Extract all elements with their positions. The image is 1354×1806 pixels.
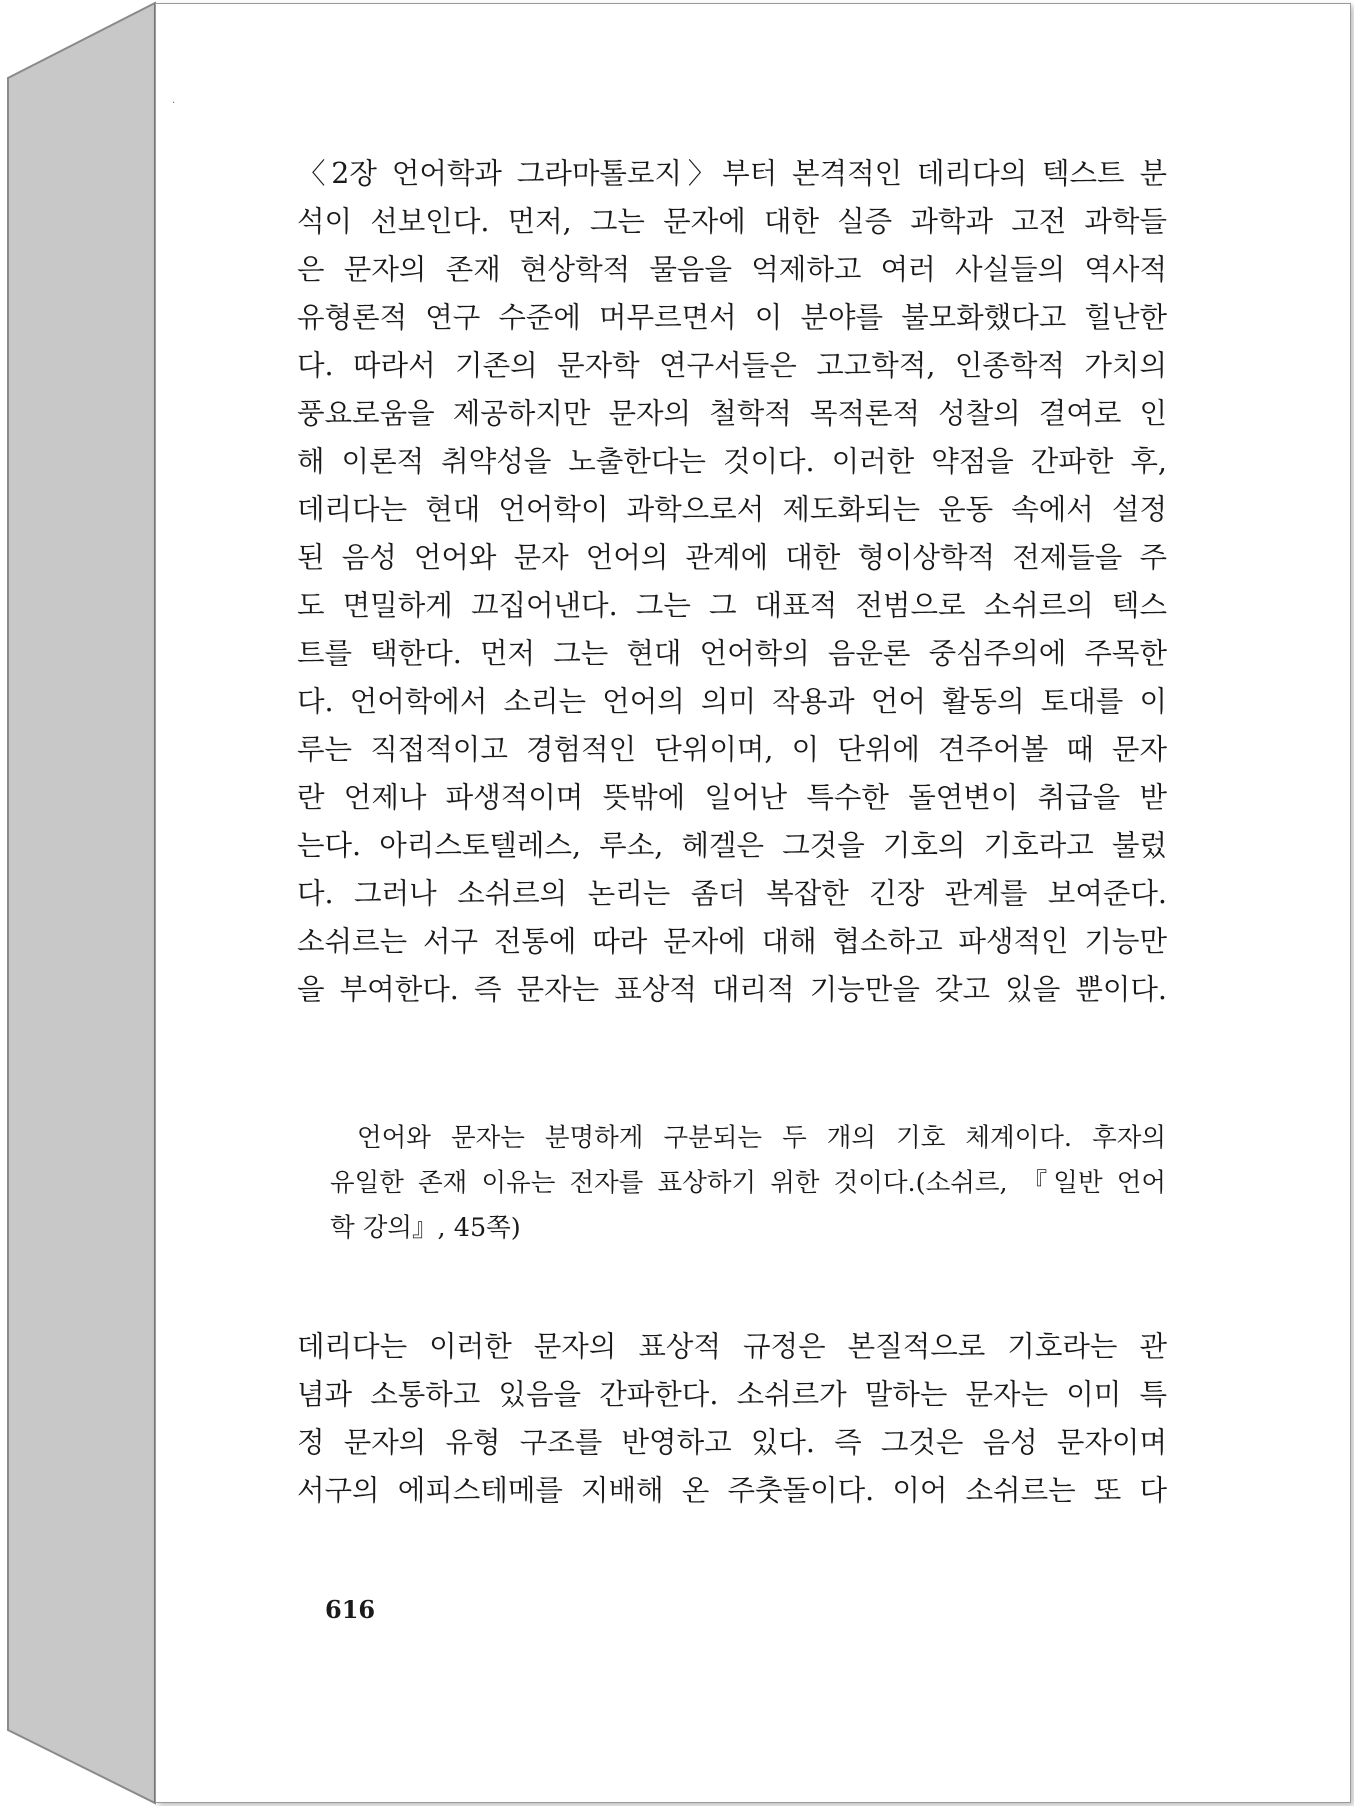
quote-line: 언어와 문자는 분명하게 구분되는 두 개의 기호 체계이다. 후자의 <box>357 1123 1166 1153</box>
text-line: 데리다는 현대 언어학이 과학으로서 제도화되는 운동 속에서 설정 <box>297 493 1167 526</box>
text-line: 는다. 아리스토텔레스, 루소, 헤겔은 그것을 기호의 기호라고 불렀 <box>297 829 1167 862</box>
text-line: 석이 선보인다. 먼저, 그는 문자에 대한 실증 과학과 고전 과학들 <box>297 205 1167 238</box>
text-line: 을 부여한다. 즉 문자는 표상적 대리적 기능만을 갖고 있을 뿐이다. <box>297 973 1167 1006</box>
quote-line: 학 강의』, 45쪽) <box>330 1213 521 1243</box>
page-number: 616 <box>325 1595 376 1624</box>
text-line: 념과 소통하고 있음을 간파한다. 소쉬르가 말하는 문자는 이미 특 <box>297 1378 1167 1411</box>
text-line: 해 이론적 취약성을 노출한다는 것이다. 이러한 약점을 간파한 후, <box>297 445 1167 478</box>
text-line: 다. 따라서 기존의 문자학 연구서들은 고고학적, 인종학적 가치의 <box>297 349 1167 382</box>
body-paragraph-1 <box>297 150 1167 1014</box>
text-line: 풍요로움을 제공하지만 문자의 철학적 목적론적 성찰의 결여로 인 <box>297 397 1167 430</box>
text-line: 루는 직접적이고 경험적인 단위이며, 이 단위에 견주어볼 때 문자 <box>297 733 1167 766</box>
text-line: 트를 택한다. 먼저 그는 현대 언어학의 음운론 중심주의에 주목한 <box>297 637 1167 670</box>
quote-line: 유일한 존재 이유는 전자를 표상하기 위한 것이다.(소쉬르, 『일반 언어 <box>330 1168 1166 1198</box>
text-line: 은 문자의 존재 현상학적 물음을 억제하고 여러 사실들의 역사적 <box>297 253 1167 286</box>
text-line: 다. 그러나 소쉬르의 논리는 좀더 복잡한 긴장 관계를 보여준다. <box>297 877 1167 910</box>
text-line: 소쉬르는 서구 전통에 따라 문자에 대해 협소하고 파생적인 기능만 <box>297 925 1167 958</box>
text-line: 서구의 에피스테메를 지배해 온 주춧돌이다. 이어 소쉬르는 또 다 <box>297 1474 1167 1507</box>
body-paragraph-2 <box>297 1323 1167 1515</box>
text-line: 유형론적 연구 수준에 머무르면서 이 분야를 불모화했다고 힐난한 <box>297 301 1167 334</box>
scan-speck: · <box>172 98 176 109</box>
text-line: 란 언제나 파생적이며 뜻밖에 일어난 특수한 돌연변이 취급을 받 <box>297 781 1167 814</box>
text-line: 〈2장 언어학과 그라마톨로지〉부터 본격적인 데리다의 텍스트 분 <box>297 157 1167 190</box>
block-quote <box>330 1116 1166 1251</box>
text-line: 된 음성 언어와 문자 언어의 관계에 대한 형이상학적 전제들을 주 <box>297 541 1167 574</box>
text-line: 도 면밀하게 끄집어낸다. 그는 그 대표적 전범으로 소쉬르의 텍스 <box>297 589 1167 622</box>
text-line: 정 문자의 유형 구조를 반영하고 있다. 즉 그것은 음성 문자이며 <box>297 1426 1167 1459</box>
text-line: 다. 언어학에서 소리는 언어의 의미 작용과 언어 활동의 토대를 이 <box>297 685 1167 718</box>
text-line: 데리다는 이러한 문자의 표상적 규정은 본질적으로 기호라는 관 <box>297 1330 1167 1363</box>
